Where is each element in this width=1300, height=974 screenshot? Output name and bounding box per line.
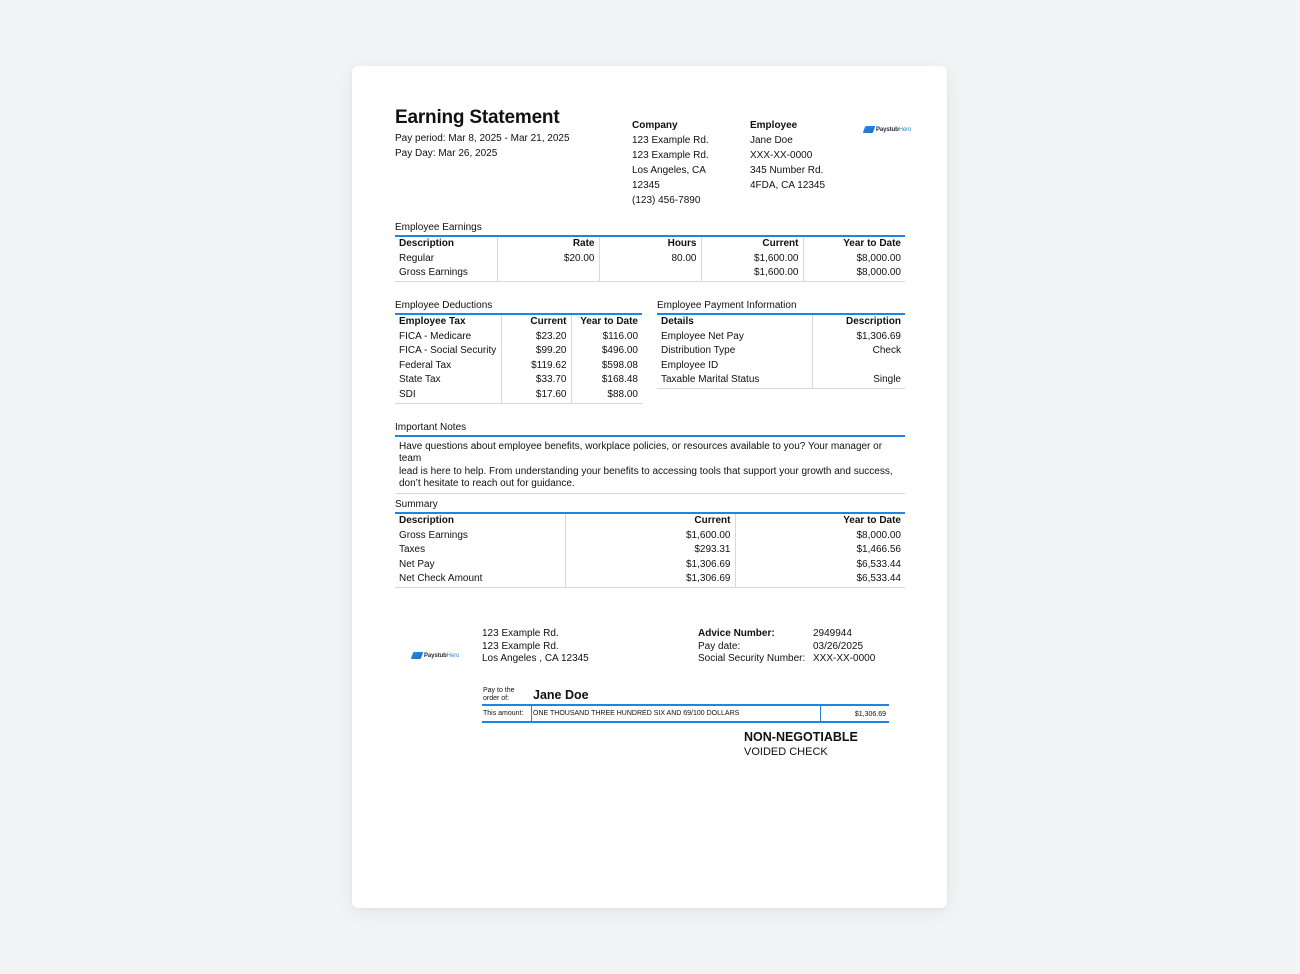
- amount-value: $1,306.69: [854, 711, 886, 718]
- table-row: [395, 344, 642, 359]
- notes-line: don’t hesitate to reach out for guidance.: [399, 478, 575, 490]
- table-cell: $1,306.69: [565, 572, 735, 587]
- logo-brand-suffix: Hero: [446, 652, 460, 659]
- advice-number-value: 2949944: [813, 628, 852, 639]
- pay-to-label: [483, 687, 515, 703]
- table-cell: Gross Earnings: [395, 266, 497, 281]
- column-header: Current: [701, 237, 803, 252]
- employee-line: 345 Number Rd.: [750, 165, 824, 176]
- notes-body: [395, 437, 905, 494]
- table-cell: Net Check Amount: [395, 572, 565, 587]
- check-address: [482, 628, 589, 666]
- table-cell: Net Pay: [399, 558, 435, 570]
- column-header: Employee Tax: [399, 316, 466, 327]
- table-row: [657, 344, 905, 359]
- statement-page: [352, 66, 947, 908]
- table-header-row: [395, 514, 905, 529]
- table-cell: FICA - Social Security: [399, 345, 497, 357]
- notes-line: Have questions about employee benefits, workplace policies, or resources available to you? Your manager or team: [399, 441, 883, 465]
- table-cell: $1,306.69: [812, 330, 905, 345]
- voided-check: VOIDED CHECK: [744, 746, 828, 758]
- non-negotiable: NON-NEGOTIABLE: [744, 730, 858, 744]
- table-row: [395, 373, 642, 388]
- paystubhero-logo: [864, 126, 911, 133]
- paystubhero-logo-icon: [863, 126, 876, 133]
- notes-section: [395, 422, 905, 494]
- column-header: Current: [565, 514, 735, 529]
- column-header: Year to Date: [735, 514, 905, 529]
- table-cell: $6,533.44: [735, 572, 905, 587]
- table-row: [395, 359, 642, 374]
- company-block: [632, 118, 709, 208]
- table-cell: Taxes: [399, 544, 426, 556]
- payee-name: Jane Doe: [533, 688, 589, 702]
- table-row: [395, 543, 905, 558]
- column-header: Description: [399, 515, 455, 526]
- company-line: 123 Example Rd.: [632, 135, 709, 146]
- deductions-section: [395, 300, 642, 404]
- check-advice-values: [813, 628, 875, 666]
- table-header-row: [395, 237, 905, 252]
- employee-block: [750, 118, 825, 193]
- table-cell: $119.62: [501, 359, 571, 374]
- table-cell: $116.00: [571, 330, 642, 345]
- amount-label: This amount:: [483, 710, 524, 717]
- company-line: 12345: [632, 180, 660, 191]
- pay-period: Pay period: Mar 8, 2025 - Mar 21, 2025: [395, 133, 570, 144]
- table-cell: $496.00: [571, 344, 642, 359]
- earnings-table: [395, 237, 905, 282]
- table-cell: $20.00: [497, 252, 599, 267]
- table-cell: SDI: [395, 388, 501, 403]
- table-cell: $1,466.56: [735, 543, 905, 558]
- logo-brand: Paystub: [876, 126, 899, 133]
- payment-info-table: [657, 315, 905, 389]
- table-cell: $168.48: [571, 373, 642, 388]
- table-cell: Federal Tax: [399, 359, 452, 371]
- column-header: Description: [399, 238, 455, 249]
- table-cell: [497, 266, 599, 281]
- summary-table: [395, 514, 905, 588]
- table-cell: $99.20: [501, 344, 571, 359]
- employee-label: Employee: [750, 120, 798, 131]
- table-cell: $23.20: [501, 330, 571, 345]
- table-cell: Check: [812, 344, 905, 359]
- employee-line: XXX-XX-0000: [750, 150, 813, 161]
- table-cell: FICA - Medicare: [399, 330, 472, 342]
- company-line: 123 Example Rd.: [632, 150, 709, 161]
- check-logo: [412, 652, 459, 659]
- payment-info-title: Employee Payment Information: [657, 300, 797, 311]
- table-cell: $1,600.00: [701, 252, 803, 267]
- payment-info-section: [657, 300, 905, 389]
- page-title: Earning Statement: [395, 107, 560, 128]
- pay-to-line: Pay to the: [483, 687, 515, 694]
- pay-date-value: 03/26/2025: [813, 640, 864, 652]
- ssn-label: Social Security Number:: [698, 653, 806, 665]
- table-header-row: [657, 315, 905, 330]
- column-header: Year to Date: [571, 315, 642, 330]
- logo-brand-suffix: Hero: [898, 126, 912, 133]
- summary-title: Summary: [395, 499, 438, 510]
- table-cell: $88.00: [571, 388, 642, 403]
- table-cell: $17.60: [501, 388, 571, 403]
- column-header: Hours: [599, 237, 701, 252]
- notes-line: lead is here to help. From understanding your benefits to accessing tools that support your growth and success,: [399, 465, 893, 477]
- table-cell: Distribution Type: [661, 345, 736, 357]
- table-cell: Taxable Marital Status: [657, 373, 812, 388]
- paystubhero-logo-icon: [411, 652, 424, 659]
- company-label: Company: [632, 120, 678, 131]
- table-row: [657, 359, 905, 374]
- table-cell: [812, 359, 905, 374]
- table-cell: Regular: [399, 252, 435, 264]
- pay-period-block: [395, 131, 570, 161]
- deductions-title: Employee Deductions: [395, 300, 493, 311]
- table-cell: $1,306.69: [565, 558, 735, 573]
- table-cell: Employee Net Pay: [661, 330, 744, 342]
- table-cell: $8,000.00: [735, 529, 905, 544]
- amount-divider-right: [820, 706, 821, 721]
- advice-number-label: Advice Number:: [698, 628, 775, 639]
- pay-to-line: order of:: [483, 695, 510, 702]
- column-header: Current: [501, 315, 571, 330]
- column-header: Year to Date: [803, 237, 905, 252]
- table-row: [395, 266, 905, 281]
- table-cell: $6,533.44: [735, 558, 905, 573]
- table-cell: [599, 266, 701, 281]
- notes-title: Important Notes: [395, 422, 467, 433]
- table-row: [657, 330, 905, 345]
- earnings-title: Employee Earnings: [395, 222, 482, 233]
- table-cell: $33.70: [501, 373, 571, 388]
- check-address-line: 123 Example Rd.: [482, 628, 559, 639]
- table-cell: $8,000.00: [803, 252, 905, 267]
- deductions-table: [395, 315, 642, 404]
- table-row: [395, 558, 905, 573]
- table-header-row: [395, 315, 642, 330]
- table-row: [395, 572, 905, 587]
- table-row: [657, 373, 905, 388]
- table-row: [395, 252, 905, 267]
- table-cell: $598.08: [571, 359, 642, 374]
- column-header: Rate: [497, 237, 599, 252]
- table-cell: Employee ID: [661, 359, 719, 371]
- employee-line: Jane Doe: [750, 135, 793, 146]
- table-cell: Gross Earnings: [399, 529, 468, 541]
- table-cell: $8,000.00: [803, 266, 905, 281]
- employee-line: 4FDA, CA 12345: [750, 180, 826, 191]
- pay-date-label: Pay date:: [698, 640, 741, 652]
- table-cell: Single: [812, 373, 905, 388]
- table-cell: $1,600.00: [565, 529, 735, 544]
- column-header: Details: [661, 316, 694, 327]
- column-header: Description: [812, 315, 905, 330]
- check-address-line: Los Angeles , CA 12345: [482, 653, 589, 665]
- check-address-line: 123 Example Rd.: [482, 640, 559, 652]
- table-row: [395, 330, 642, 345]
- logo-brand: Paystub: [424, 652, 447, 659]
- pay-day: Pay Day: Mar 26, 2025: [395, 148, 498, 159]
- table-row: [395, 529, 905, 544]
- check-advice-labels: [698, 628, 805, 666]
- table-row: [395, 388, 642, 403]
- amount-words: ONE THOUSAND THREE HUNDRED SIX AND 69/100 DOLLARS: [533, 710, 740, 717]
- ssn-value: XXX-XX-0000: [813, 653, 876, 665]
- table-cell: 80.00: [599, 252, 701, 267]
- table-cell: $1,600.00: [701, 266, 803, 281]
- earnings-section: [395, 222, 905, 282]
- summary-section: [395, 499, 905, 588]
- table-cell: $293.31: [565, 543, 735, 558]
- company-line: (123) 456-7890: [632, 195, 701, 206]
- company-line: Los Angeles, CA: [632, 165, 706, 176]
- amount-divider-left: [531, 706, 532, 721]
- table-cell: State Tax: [399, 374, 441, 386]
